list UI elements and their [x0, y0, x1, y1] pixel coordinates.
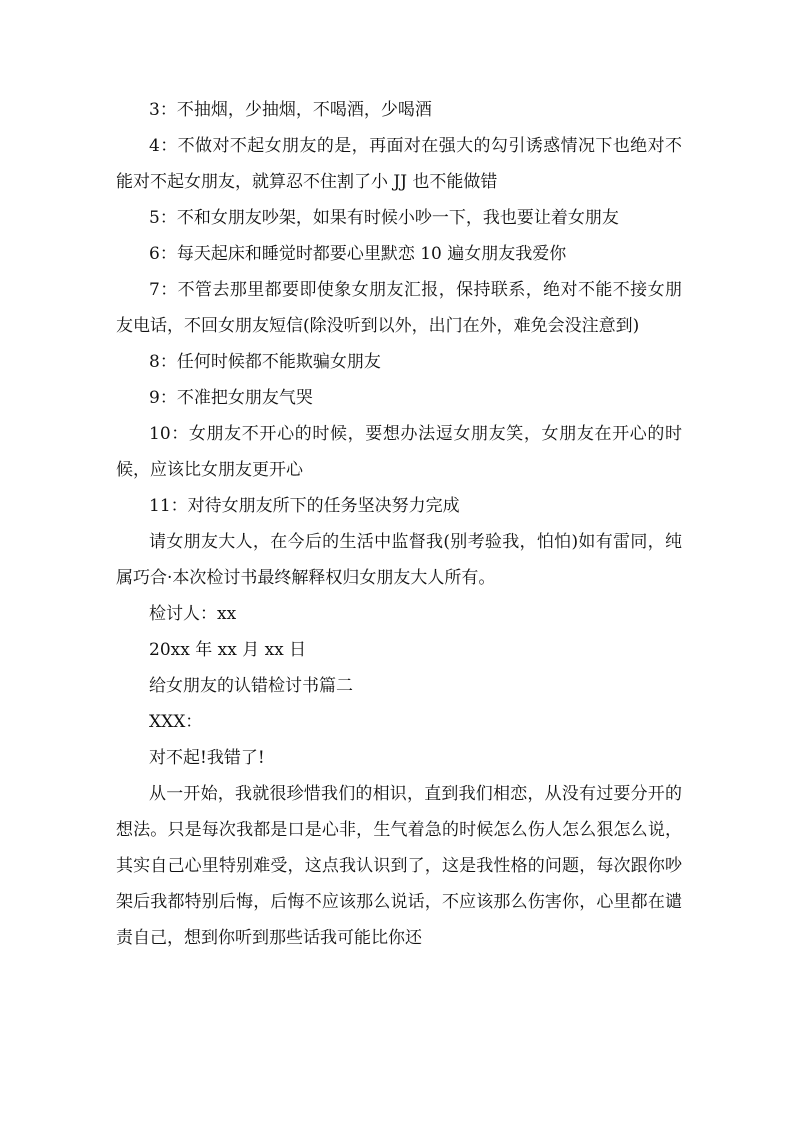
paragraph-rule-8: 8：任何时候都不能欺骗女朋友 — [149, 352, 381, 372]
paragraph-rule-4: 4：不做对不起女朋友的是，再面对在强大的勾引诱惑情况下也绝对不能对不起女朋友，就算忍不住割了小 JJ 也不能做错 — [116, 136, 682, 192]
document-body — [116, 92, 682, 956]
paragraph-rule-7: 7：不管去那里都要即使象女朋友汇报，保持联系，绝对不能不接女朋友电话，不回女朋友短信(除没听到以外，出门在外，难免会没注意到) — [116, 280, 682, 336]
paragraph-rule-9: 9：不准把女朋友气哭 — [149, 388, 313, 408]
paragraph-rule-11: 11：对待女朋友所下的任务坚决努力完成 — [149, 496, 460, 516]
paragraph-rule-3: 3：不抽烟，少抽烟，不喝酒，少喝酒 — [149, 100, 432, 120]
salutation: XXX： — [149, 712, 203, 732]
paragraph-supervision-request: 请女朋友大人，在今后的生活中监督我(别考验我，怕怕)如有雷同，纯属巧合·本次检讨书最终解释权归女朋友大人所有。 — [116, 532, 682, 588]
apology-line: 对不起!我错了! — [149, 748, 265, 768]
paragraph-rule-10: 10：女朋友不开心的时候，要想办法逗女朋友笑，女朋友在开心的时候，应该比女朋友更开心 — [116, 424, 682, 480]
paragraph-rule-5: 5：不和女朋友吵架，如果有时候小吵一下，我也要让着女朋友 — [149, 208, 619, 228]
body-paragraph: 从一开始，我就很珍惜我们的相识，直到我们相恋，从没有过要分开的想法。只是每次我都是口是心非，生气着急的时候怎么伤人怎么狠怎么说，其实自己心里特别难受，这点我认识到了，这是我性格的问题，每次跟你吵架后我都特别后悔，后悔不应该那么说话，不应该那么伤害你，心里都在谴责自己，想到你听到那些话我可能比你还 — [116, 784, 682, 948]
signature-line: 检讨人：xx — [149, 604, 237, 624]
section-heading: 给女朋友的认错检讨书篇二 — [149, 676, 353, 696]
date-line: 20xx 年 xx 月 xx 日 — [149, 640, 307, 660]
paragraph-rule-6: 6：每天起床和睡觉时都要心里默恋 10 遍女朋友我爱你 — [149, 244, 567, 264]
